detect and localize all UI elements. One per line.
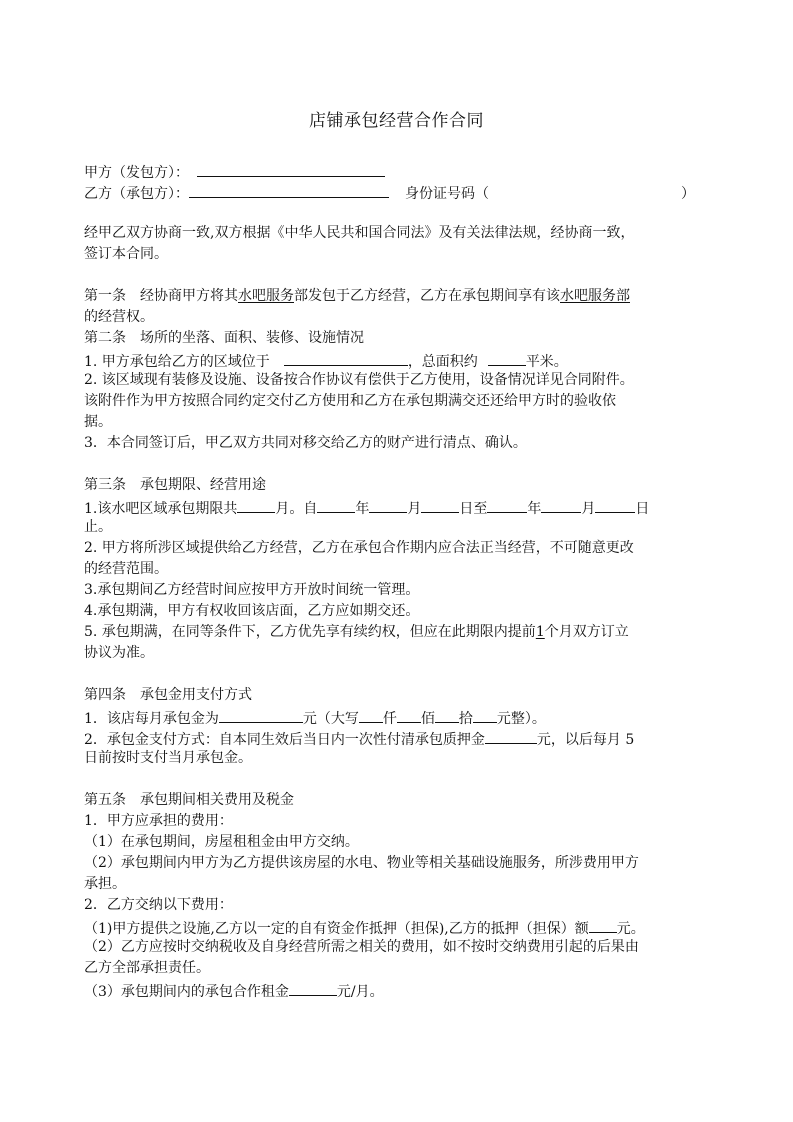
term-text-b: 月。自: [275, 501, 318, 517]
article-3-item-5-text-a: 5. 承包期满，在同等条件下，乙方优先享有续约权，但应在此期限内提前: [84, 624, 536, 640]
term-text-a: 1.该水吧区域承包期限共: [84, 501, 238, 517]
article-2-item-1-text-c: 平米。: [525, 354, 568, 370]
fee-text-b: 元（大写: [302, 711, 359, 727]
party-b-blank: [189, 181, 389, 198]
start-day-blank: [421, 496, 459, 513]
thousands-blank: [359, 706, 383, 723]
article-2-item-1-text-b: ，总面积约: [407, 354, 478, 370]
article-5-heading: 第五条 承包期间相关费用及税金: [84, 792, 294, 808]
end-year-blank: [487, 496, 527, 513]
party-a-label: 甲方（发包方）：: [84, 165, 189, 181]
start-year-blank: [317, 496, 355, 513]
article-3-item-5-text-b: 个月双方订立: [544, 624, 629, 640]
fee-text-a: 1．该店每月承包金为: [84, 711, 219, 727]
article-3-item-4: 4.承包期满，甲方有权收回该店面，乙方应如期交还。: [84, 603, 420, 619]
article-2-item-2-line-1: 2. 该区域现有装修及设施、设备按合作协议有偿供于乙方使用，设备情况详见合同附件。: [84, 372, 634, 388]
article-4-item-2-text-b: 元，以后每月 5: [536, 732, 635, 748]
article-5-party-a-1: （1）在承包期间，房屋租租金由甲方交纳。: [84, 834, 359, 850]
article-5-party-b-2-line-1: （2）乙方应按时交纳税收及自身经营所需之相关的费用，如不按时交纳费用引起的后果由: [84, 939, 639, 955]
term-text-d: 月: [407, 501, 422, 517]
intro-line-2: 签订本合同。: [84, 246, 168, 262]
article-3-heading: 第三条 承包期限、经营用途: [84, 477, 266, 493]
article-3-item-5-end: 协议为准。: [84, 645, 154, 661]
id-number-close: ）: [681, 186, 695, 202]
article-2-item-1-text-a: 1. 甲方承包给乙方的区域位于: [84, 354, 270, 370]
article-3-item-2-line-1: 2. 甲方将所涉区域提供给乙方经营，乙方在承包合作期内应合法正当经营，不可随意更改: [84, 540, 634, 556]
hundreds-blank: [397, 706, 421, 723]
end-month-blank: [541, 496, 581, 513]
article-3-item-3: 3.承包期间乙方经营时间应按甲方开放时间统一管理。: [84, 582, 420, 598]
article-5-party-b-2-line-2: 乙方全部承担责任。: [84, 960, 210, 976]
party-b-label: 乙方（承包方）：: [84, 186, 189, 202]
fee-text-f: 元整）。: [496, 711, 546, 727]
article-1-line-1: [84, 286, 714, 307]
article-4-item-2-text-a: 2．承包金支付方式：自本同生效后当日内一次性付清承包质押金: [84, 732, 485, 748]
monthly-fee-blank: [219, 706, 303, 723]
article-5-party-b: 2．乙方交纳以下费用：: [84, 897, 233, 913]
article-5-party-b-1-text-b: 元。: [616, 921, 645, 937]
article-4-heading: 第四条 承包金用支付方式: [84, 687, 252, 703]
article-5-party-b-3-text-b: 元/月。: [336, 984, 384, 1000]
end-day-blank: [595, 496, 635, 513]
fee-text-d: 佰: [420, 711, 435, 727]
article-1-line-2: 的经营权。: [84, 309, 154, 325]
term-months-blank: [237, 496, 275, 513]
article-4-item-2-end: 日前按时支付当月承包金。: [84, 750, 252, 766]
term-text-c: 年: [355, 501, 370, 517]
article-5-party-b-1-text-a: （1)甲方提供之设施,乙方以一定的自有资金作抵押（担保),乙方的抵押（担保）额: [84, 921, 589, 937]
intro-line-1: 经甲乙双方协商一致,双方根据《中华人民共和国合同法》及有关法律法规，经协商一致，: [84, 225, 635, 241]
notice-months: 1: [535, 624, 545, 640]
area-size-blank: [488, 349, 526, 366]
article-3-item-1-end: 止。: [84, 519, 112, 535]
article-1-underline-2: 水吧服务部: [560, 288, 630, 304]
term-text-e: 日至: [459, 501, 488, 517]
article-2-item-2-line-2: 该附件作为甲方按照合同约定交付乙方使用和乙方在承包期满交还还给甲方时的验收依: [84, 393, 616, 409]
article-5-party-b-3: [84, 979, 714, 1003]
fee-text-e: 拾: [458, 711, 473, 727]
term-text-g: 月: [581, 501, 596, 517]
article-5-party-b-3-text-a: （3）承包期间内的承包合作租金: [84, 984, 289, 1000]
fee-text-c: 仟: [382, 711, 397, 727]
units-blank: [473, 706, 497, 723]
article-5-party-a: 1．甲方应承担的费用：: [84, 813, 233, 829]
article-2-item-3: 3．本合同签订后，甲乙双方共同对移交给乙方的财产进行清点、确认。: [84, 435, 527, 451]
rent-blank: [289, 979, 337, 996]
article-2-item-2-line-3: 据。: [84, 414, 112, 430]
article-3-item-5: [84, 622, 714, 643]
article-1-text-b: 部发包于乙方经营，乙方在承包期间享有该: [294, 288, 560, 304]
document-title: 店铺承包经营合作合同: [309, 111, 484, 131]
term-text-h: 日: [635, 501, 650, 517]
area-location-blank: [284, 349, 408, 366]
article-5-party-a-2-line-2: 承担。: [84, 876, 126, 892]
party-b-line: [84, 181, 714, 205]
party-a-blank: [197, 160, 385, 177]
tens-blank: [435, 706, 459, 723]
id-number-label: 身份证号码（: [405, 186, 489, 202]
deposit-blank: [485, 727, 537, 744]
article-1-text-a: 第一条 经协商甲方将其: [84, 288, 238, 304]
guarantee-amount-blank: [589, 916, 617, 933]
article-1-underline-1: 水吧服务: [238, 288, 294, 304]
article-5-party-a-2-line-1: （2）承包期间内甲方为乙方提供该房屋的水电、物业等相关基础设施服务，所涉费用甲方: [84, 855, 639, 871]
term-text-f: 年: [527, 501, 542, 517]
article-2-heading: 第二条 场所的坐落、面积、装修、设施情况: [84, 330, 364, 346]
start-month-blank: [369, 496, 407, 513]
article-3-item-2-line-2: 的经营范围。: [84, 561, 168, 577]
